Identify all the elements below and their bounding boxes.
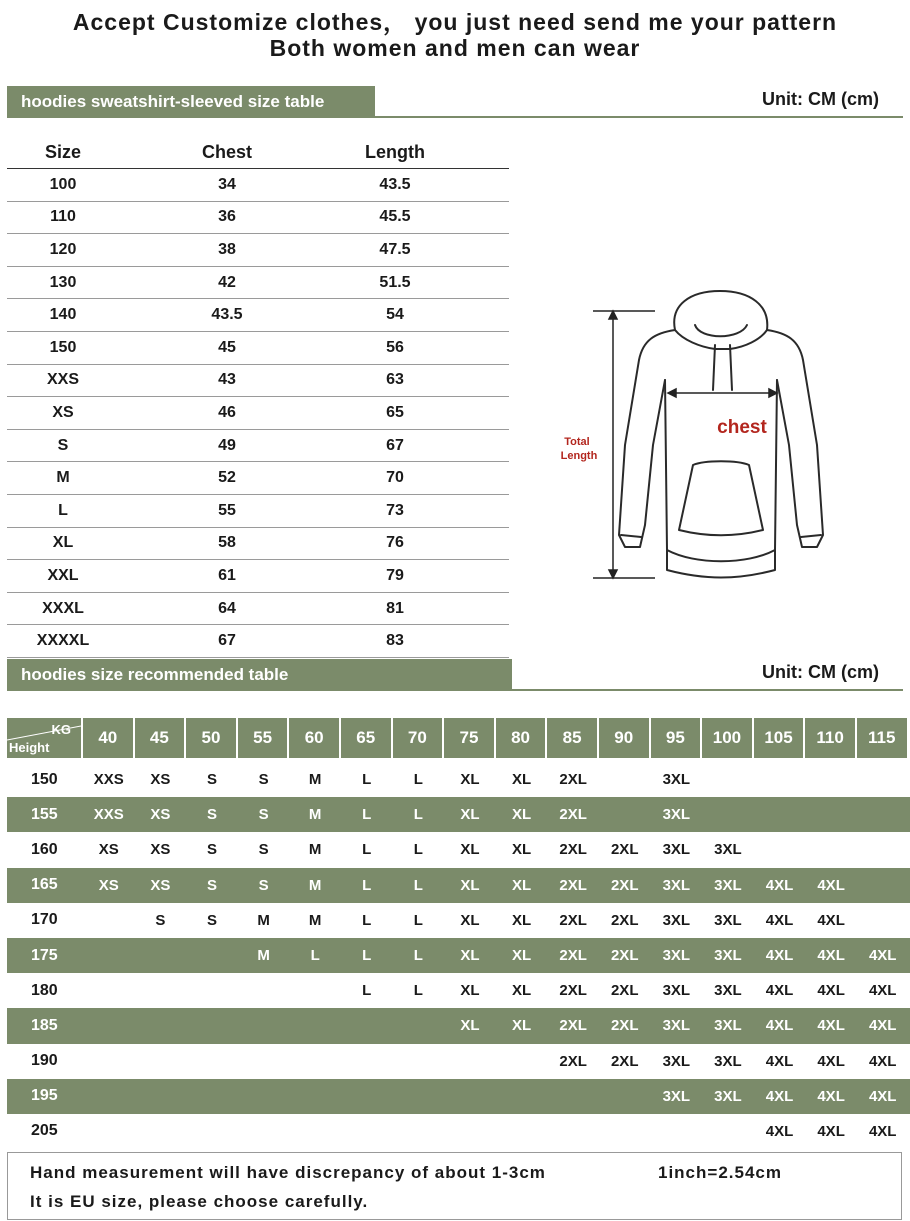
size-recommend-cell: XL (511, 947, 532, 965)
size-recommend-cell: 3XL (662, 1052, 691, 1070)
size-recommend-cell: 4XL (868, 1017, 897, 1035)
weight-header-cell: 80 (496, 718, 546, 758)
chest-cell: 58 (218, 534, 236, 552)
recommend-table-rule (512, 689, 903, 691)
size-recommend-cell: 4XL (765, 911, 794, 929)
size-recommend-cell: L (413, 876, 423, 894)
size-cell: XXS (46, 371, 79, 389)
size-recommend-cell: M (257, 947, 270, 965)
chest-cell: 36 (218, 208, 236, 226)
size-recommend-cell: XL (511, 1017, 532, 1035)
size-recommend-cell: 2XL (610, 911, 639, 929)
length-cell: 54 (386, 306, 404, 324)
size-recommend-cell: 4XL (765, 1087, 794, 1105)
size-recommend-cell: M (257, 911, 270, 929)
chest-label: chest (717, 417, 767, 438)
size-recommend-cell: S (155, 911, 166, 929)
size-recommend-cell: 3XL (662, 911, 691, 929)
size-recommend-cell: 4XL (817, 1087, 845, 1105)
chest-cell: 38 (218, 240, 236, 258)
size-recommend-cell: XXS (93, 771, 124, 789)
size-cell: 140 (49, 306, 77, 324)
size-recommend-cell: S (206, 806, 217, 824)
size-recommend-cell: 3XL (662, 771, 691, 789)
size-recommend-cell: 3XL (714, 1052, 742, 1070)
size-recommend-cell: 2XL (610, 947, 639, 965)
size-recommend-cell: XL (460, 841, 480, 859)
size-cell: XL (52, 534, 74, 552)
weight-header-cell: 75 (444, 718, 494, 758)
size-recommend-cell: M (308, 806, 322, 824)
size-recommend-cell: 3XL (662, 947, 691, 965)
chest-cell: 43 (218, 371, 236, 389)
weight-header-cell: 85 (547, 718, 597, 758)
recommend-table-unit: Unit: CM (cm) (762, 662, 879, 682)
chest-cell: 64 (218, 599, 236, 617)
size-recommend-cell: XL (511, 806, 532, 824)
size-table-unit: Unit: CM (cm) (762, 89, 879, 109)
size-recommend-cell: 3XL (662, 1087, 691, 1105)
size-table-row (7, 430, 509, 463)
weight-header-cell: 110 (805, 718, 855, 758)
weight-header-cell: 55 (238, 718, 288, 758)
size-recommend-cell: S (206, 911, 217, 929)
weight-header-cell: 50 (186, 718, 236, 758)
size-recommend-cell: 4XL (817, 1052, 845, 1070)
size-recommend-cell: 4XL (868, 1122, 897, 1140)
size-recommend-cell: 3XL (714, 876, 742, 894)
height-cell: 205 (31, 1122, 58, 1140)
size-recommend-cell: 4XL (765, 947, 794, 965)
length-cell: 45.5 (379, 208, 411, 226)
size-cell: M (56, 469, 70, 487)
size-table-row (7, 397, 509, 430)
size-table-row (7, 462, 509, 495)
size-recommend-cell: XL (460, 806, 480, 824)
height-cell: 190 (31, 1052, 58, 1070)
size-cell: 130 (49, 273, 77, 291)
size-recommend-cell: 3XL (714, 1017, 742, 1035)
height-cell: 175 (31, 946, 58, 964)
height-cell: 165 (31, 876, 58, 894)
size-table-row (7, 169, 509, 202)
recommend-table-row (7, 938, 910, 973)
size-table-rule (375, 116, 903, 118)
length-label-1: Total (564, 436, 590, 448)
size-recommend-cell: L (362, 876, 372, 894)
size-recommend-cell: 4XL (868, 982, 897, 1000)
length-cell: 73 (386, 501, 404, 519)
weight-header-cell: 95 (651, 718, 701, 758)
size-recommend-cell: XL (460, 1017, 480, 1035)
size-recommend-cell: 3XL (714, 911, 742, 929)
recommend-table-row (7, 973, 910, 1008)
length-cell: 43.5 (379, 175, 411, 193)
size-recommend-cell: 4XL (817, 947, 845, 965)
weight-header-cell: 115 (857, 718, 907, 758)
size-recommend-cell: L (362, 982, 372, 1000)
size-recommend-cell: L (362, 947, 372, 965)
size-recommend-cell: 4XL (765, 1017, 794, 1035)
size-recommend-cell: L (413, 947, 423, 965)
size-recommend-cell: XL (511, 982, 532, 1000)
size-recommend-cell: XS (150, 771, 171, 789)
chest-cell: 43.5 (211, 306, 243, 324)
col-length: Length (365, 141, 425, 162)
size-recommend-cell: 4XL (817, 1122, 845, 1140)
size-cell: XXL (47, 566, 79, 584)
weight-header-cell: 100 (702, 718, 752, 758)
note-inch: 1inch=2.54cm (658, 1163, 782, 1182)
size-recommend-cell: L (413, 771, 423, 789)
size-recommend-cell: 3XL (662, 982, 691, 1000)
size-recommend-cell: 2XL (610, 1052, 639, 1070)
size-table-row (7, 332, 509, 365)
size-recommend-cell: 4XL (817, 982, 845, 1000)
note-box (7, 1152, 902, 1220)
recommend-table (7, 718, 910, 1149)
size-recommend-cell: S (258, 806, 269, 824)
size-recommend-cell: 2XL (559, 1052, 587, 1070)
recommend-table-row (7, 1044, 910, 1079)
size-recommend-cell: 4XL (868, 1087, 897, 1105)
weight-header-cell: 90 (599, 718, 649, 758)
size-recommend-cell: 3XL (662, 841, 691, 859)
size-recommend-cell: M (308, 771, 322, 789)
kg-label: KG (51, 722, 71, 737)
chest-cell: 67 (218, 632, 236, 650)
size-recommend-cell: 4XL (817, 911, 845, 929)
size-recommend-cell: 4XL (817, 1017, 845, 1035)
size-recommend-cell: L (362, 771, 372, 789)
length-cell: 51.5 (379, 273, 411, 291)
length-cell: 70 (386, 469, 404, 487)
size-recommend-cell: 2XL (559, 806, 587, 824)
size-recommend-cell: S (258, 771, 269, 789)
size-table-row (7, 560, 509, 593)
weight-header-cell: 65 (341, 718, 391, 758)
chest-cell: 34 (218, 175, 236, 193)
size-recommend-cell: 3XL (714, 1087, 742, 1105)
size-recommend-cell: 4XL (765, 1052, 794, 1070)
height-cell: 150 (31, 770, 58, 788)
size-recommend-cell: XS (150, 876, 171, 894)
height-cell: 170 (31, 911, 58, 929)
size-cell: XXXXL (36, 632, 90, 650)
size-recommend-cell: 3XL (662, 806, 691, 824)
recommend-table-row (7, 762, 910, 797)
recommend-table-row (7, 1114, 910, 1149)
length-cell: 63 (386, 371, 404, 389)
size-recommend-cell: L (362, 806, 372, 824)
size-recommend-cell: XL (511, 841, 532, 859)
size-recommend-cell: XL (460, 947, 480, 965)
size-recommend-cell: 3XL (714, 841, 742, 859)
size-recommend-cell: L (310, 947, 320, 965)
note-discrepancy: Hand measurement will have discrepancy of about 1-3cm (30, 1163, 546, 1182)
size-recommend-cell: 4XL (765, 876, 794, 894)
chest-cell: 61 (218, 566, 236, 584)
size-recommend-cell: 2XL (610, 982, 639, 1000)
length-cell: 79 (386, 566, 404, 584)
size-recommend-cell: XL (460, 771, 480, 789)
height-cell: 180 (31, 981, 58, 999)
size-recommend-cell: 4XL (817, 876, 845, 894)
recommend-table-row (7, 903, 910, 938)
size-table-row (7, 528, 509, 561)
size-recommend-cell: 2XL (610, 1017, 639, 1035)
size-recommend-cell: L (413, 841, 423, 859)
size-recommend-cell: S (206, 841, 217, 859)
size-recommend-cell: 2XL (559, 982, 587, 1000)
size-recommend-cell: S (206, 876, 217, 894)
weight-header-cell: 105 (754, 718, 804, 758)
size-recommend-cell: 2XL (559, 947, 587, 965)
size-recommend-cell: 4XL (868, 1052, 897, 1070)
size-cell: L (58, 501, 68, 519)
recommend-table-row (7, 1079, 910, 1114)
size-recommend-cell: L (413, 806, 423, 824)
size-table-row (7, 267, 509, 300)
col-chest: Chest (201, 141, 252, 162)
size-recommend-cell: 3XL (662, 876, 691, 894)
size-recommend-cell: M (308, 841, 322, 859)
size-table-row (7, 299, 509, 332)
hoodie-diagram (555, 285, 875, 585)
size-recommend-cell: L (413, 982, 423, 1000)
size-recommend-cell: L (413, 911, 423, 929)
height-cell: 195 (31, 1087, 58, 1105)
length-cell: 56 (386, 338, 404, 356)
size-recommend-cell: L (362, 841, 372, 859)
size-recommend-cell: S (258, 876, 269, 894)
size-recommend-cell: 2XL (559, 841, 587, 859)
size-recommend-cell: XS (150, 806, 171, 824)
header-line-2: Both women and men can wear (269, 35, 641, 61)
size-recommend-cell: XS (98, 876, 119, 894)
size-recommend-cell: M (308, 876, 322, 894)
chest-cell: 45 (218, 338, 236, 356)
size-recommend-cell: XXS (93, 806, 124, 824)
kg-height-corner (7, 718, 81, 758)
size-recommend-cell: 2XL (610, 841, 639, 859)
size-table (7, 136, 509, 658)
size-table-row (7, 593, 509, 626)
size-table-row (7, 365, 509, 398)
chest-cell: 52 (218, 469, 236, 487)
size-recommend-cell: 2XL (559, 911, 587, 929)
recommend-table-title: hoodies size recommended table (7, 659, 512, 691)
recommend-table-header (7, 718, 910, 758)
length-cell: 67 (386, 436, 404, 454)
size-recommend-cell: M (308, 911, 322, 929)
length-cell: 65 (386, 403, 404, 421)
size-recommend-cell: 3XL (714, 982, 742, 1000)
size-cell: 150 (49, 338, 77, 356)
height-label: Height (9, 740, 50, 755)
size-recommend-cell: S (206, 771, 217, 789)
size-table-header (7, 136, 509, 169)
size-recommend-cell: 2XL (559, 876, 587, 894)
length-cell: 76 (386, 534, 404, 552)
length-label-2: Length (560, 450, 598, 462)
header-line-1: Accept Customize clothes， you just need send me your pattern (72, 9, 838, 35)
size-recommend-cell: XS (98, 841, 119, 859)
size-recommend-cell: 4XL (868, 947, 897, 965)
size-table-row (7, 625, 509, 658)
chest-cell: 49 (218, 436, 236, 454)
chest-cell: 46 (218, 403, 236, 421)
size-recommend-cell: L (362, 911, 372, 929)
col-size: Size (44, 141, 82, 162)
size-recommend-cell: XL (460, 982, 480, 1000)
size-recommend-cell: XL (460, 911, 480, 929)
height-cell: 185 (31, 1016, 58, 1034)
recommend-table-row (7, 1008, 910, 1043)
size-recommend-cell: 3XL (662, 1017, 691, 1035)
size-table-title: hoodies sweatshirt-sleeved size table (7, 86, 375, 118)
size-recommend-cell: XL (460, 876, 480, 894)
weight-header-cell: 70 (393, 718, 443, 758)
size-cell: 120 (49, 240, 77, 258)
size-recommend-cell: 2XL (610, 876, 639, 894)
size-recommend-cell: XS (150, 841, 171, 859)
size-recommend-cell: 4XL (765, 982, 794, 1000)
weight-header-cell: 60 (289, 718, 339, 758)
length-cell: 47.5 (379, 240, 411, 258)
size-table-row (7, 202, 509, 235)
weight-header-cell: 45 (135, 718, 185, 758)
chest-cell: 42 (218, 273, 236, 291)
recommend-table-row (7, 832, 910, 867)
size-recommend-cell: 2XL (559, 1017, 587, 1035)
recommend-table-row (7, 797, 910, 832)
size-cell: 110 (50, 208, 76, 226)
size-cell: 100 (49, 175, 77, 193)
size-recommend-cell: XL (511, 771, 532, 789)
note-eu-size: It is EU size, please choose carefully. (30, 1192, 369, 1211)
size-cell: XXXL (42, 599, 84, 617)
size-recommend-cell: S (258, 841, 269, 859)
height-cell: 155 (31, 805, 58, 823)
weight-header-cell: 40 (83, 718, 133, 758)
size-table-row (7, 495, 509, 528)
size-recommend-cell: XL (511, 876, 532, 894)
recommend-table-row (7, 868, 910, 903)
size-cell: S (57, 436, 69, 454)
height-cell: 160 (31, 840, 58, 858)
length-cell: 83 (386, 632, 404, 650)
size-recommend-cell: 4XL (765, 1122, 794, 1140)
chest-cell: 55 (218, 501, 236, 519)
size-recommend-cell: 2XL (559, 771, 587, 789)
size-table-row (7, 234, 509, 267)
length-cell: 81 (386, 599, 404, 617)
size-recommend-cell: XL (511, 911, 532, 929)
size-cell: XS (52, 403, 74, 421)
size-recommend-cell: 3XL (714, 947, 742, 965)
